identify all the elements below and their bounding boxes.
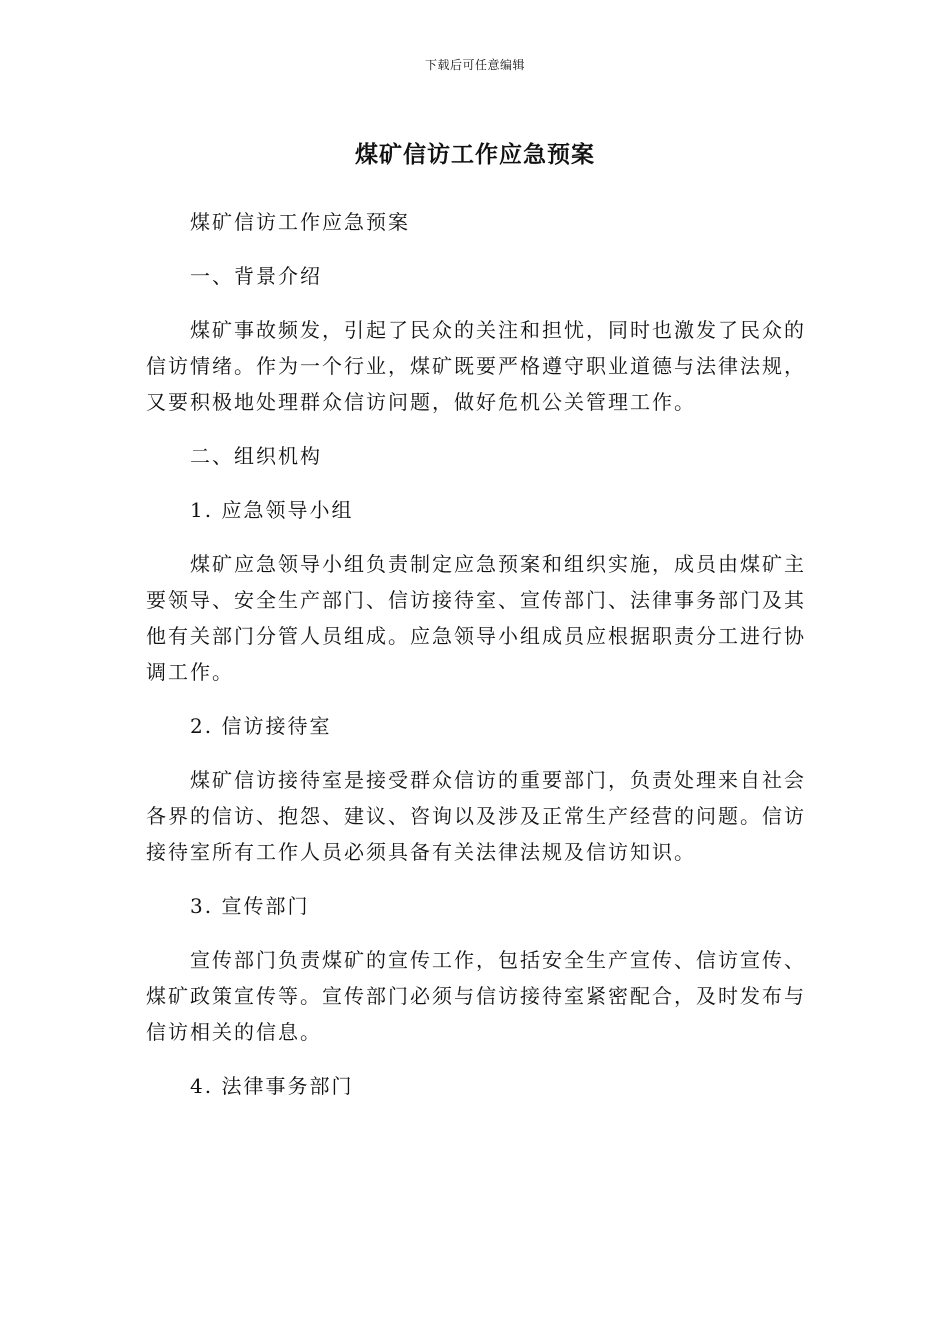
section-heading-organization: 二、组织机构 bbox=[190, 444, 322, 468]
paragraph-publicity-dept: 宣传部门负责煤矿的宣传工作，包括安全生产宣传、信访宣传、煤矿政策宣传等。宣传部门必须与信访接待室紧密配合，及时发布与信访相关的信息。 bbox=[146, 948, 806, 1044]
document-title: 煤矿信访工作应急预案 bbox=[355, 142, 595, 168]
subheading-legal-dept: 4. 法律事务部门 bbox=[190, 1074, 354, 1098]
subheading-reception-office: 2. 信访接待室 bbox=[190, 714, 332, 738]
paragraph-leadership-group: 煤矿应急领导小组负责制定应急预案和组织实施，成员由煤矿主要领导、安全生产部门、信访接待室、宣传部门、法律事务部门及其他有关部门分管人员组成。应急领导小组成员应根据职责分工进行协调工作。 bbox=[146, 552, 806, 684]
document-body bbox=[146, 204, 806, 1122]
header-note: 下载后可任意编辑 bbox=[424, 58, 525, 72]
subheading-publicity-dept: 3. 宣传部门 bbox=[190, 894, 310, 918]
paragraph-reception-office: 煤矿信访接待室是接受群众信访的重要部门，负责处理来自社会各界的信访、抱怨、建议、咨询以及涉及正常生产经营的问题。信访接待室所有工作人员必须具备有关法律法规及信访知识。 bbox=[146, 768, 806, 864]
paragraph-background: 煤矿事故频发，引起了民众的关注和担忧，同时也激发了民众的信访情绪。作为一个行业，煤矿既要严格遵守职业道德与法律法规，又要积极地处理群众信访问题，做好危机公关管理工作。 bbox=[146, 318, 806, 414]
subtitle-line: 煤矿信访工作应急预案 bbox=[190, 210, 410, 234]
subheading-leadership-group: 1. 应急领导小组 bbox=[190, 498, 354, 522]
section-heading-background: 一、背景介绍 bbox=[190, 264, 322, 288]
